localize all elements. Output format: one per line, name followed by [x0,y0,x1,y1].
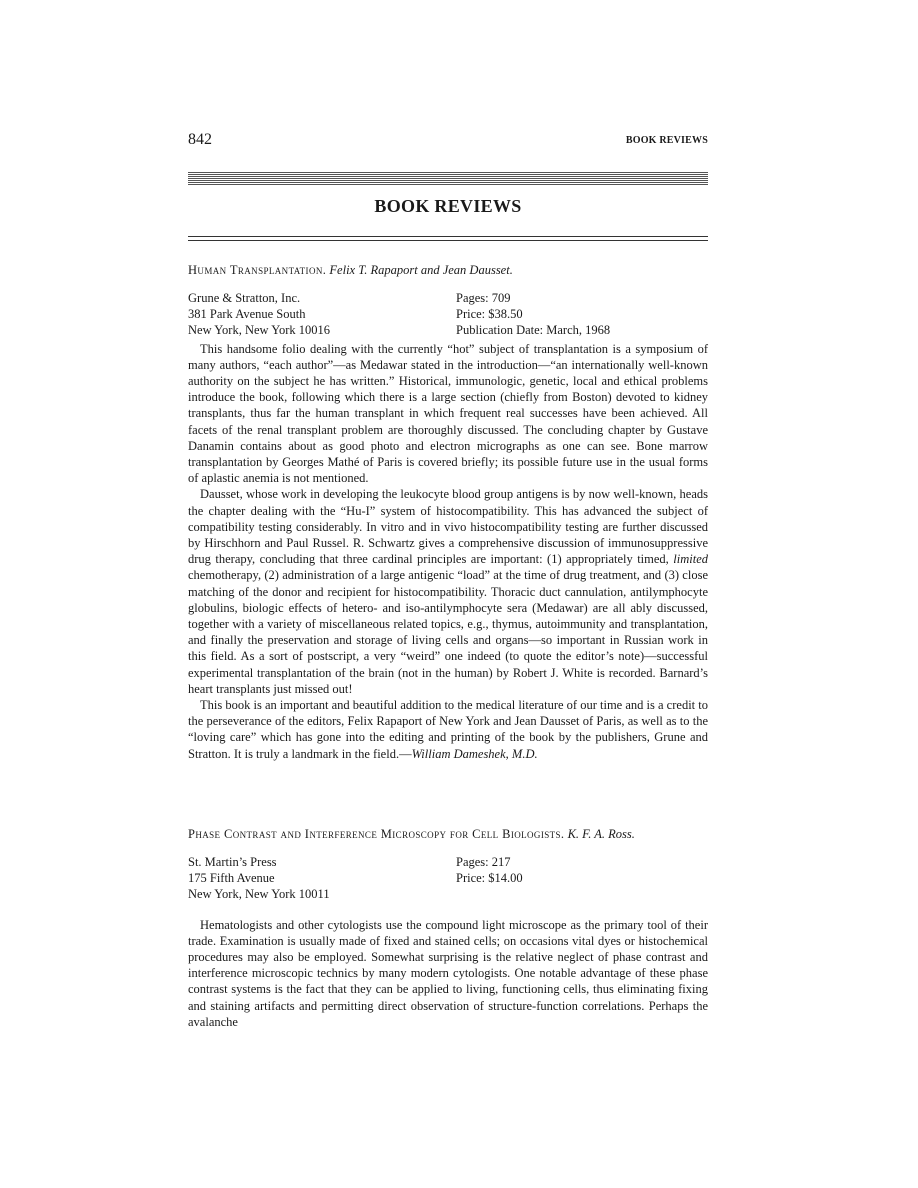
price: Price: $14.00 [456,871,523,885]
publisher-block [188,855,456,902]
page-number: 842 [188,131,212,148]
review-human-transplantation [188,262,708,762]
review-paragraph [188,697,708,762]
book-title [188,826,708,842]
running-head: BOOK REVIEWS [625,135,708,146]
book-title-text: Human Transplantation. [188,263,327,277]
publisher-block [188,291,456,338]
review-paragraph [188,486,708,697]
section-divider [188,236,708,241]
paragraph-text: chemotherapy, (2) administration of a large antigenic “load” at the time of drug treatment, and (3) close matching of the donor and recipient for histocompatibility. Thoracic duct cannulation, antilymphocyte globulins, biologic effects of hetero- and iso-antilymphocyte sera (Medawar) are all ably discussed, together with a variety of miscellaneous related topics, e.g., thymus, autoimmunity and transplantation, and finally the preservation and storage of living cells and organs—so important in Russian work in this field. As a sort of postscript, a very “weird” one indeed (to quote the editor’s note)—successful experimental transplantation of the brain (not in the human) by Robert J. White is recorded. Barnard’s heart transplants just missed out! [188,568,708,696]
top-double-rule [188,172,708,186]
book-title [188,262,708,278]
book-title-text: Phase Contrast and Interference Microscopy for Cell Biologists. [188,827,565,841]
publisher-city: New York, New York 10011 [188,886,330,901]
publication-info [188,291,708,338]
reviewer-signature: William Dameshek, M.D. [411,746,538,761]
review-phase-contrast-microscopy [188,826,708,1030]
page-count: Pages: 709 [456,291,511,306]
emphasis-text: limited [673,552,708,567]
publisher-name: Grune & Stratton, Inc. [188,291,301,306]
book-authors: Felix T. Rapaport and Jean Dausset. [329,263,513,277]
book-details-block [456,855,523,902]
book-authors: K. F. A. Ross. [567,827,635,841]
book-details-block [456,291,610,338]
paragraph-text: Dausset, whose work in developing the leukocyte blood group antigens is by now well-known, heads the chapter dealing with the “Hu-I” system of histocompatibility. This has advanced the subject of compatibility testing considerably. In vitro and in vivo histocompatibility testing are further discussed by Hirschhorn and Paul Russel. R. Schwartz gives a comprehensive discussion of immunosuppressive drug therapy, concluding that three cardinal principles are important: (1) appropriately timed, [188,487,708,567]
publisher-street: 381 Park Avenue South [188,307,306,321]
publication-date: Publication Date: March, 1968 [456,322,611,337]
publisher-city: New York, New York 10016 [188,322,331,337]
section-title: BOOK REVIEWS [374,196,522,216]
publisher-street: 175 Fifth Avenue [188,871,275,885]
publisher-name: St. Martin’s Press [188,855,277,870]
publication-info [188,855,708,902]
paragraph-text: This book is an important and beautiful addition to the medical literature of our time and is a credit to the perseverance of the editors, Felix Rapaport of New York and Jean Dausset of Paris, as well as to the “loving care” which has gone into the editing and printing of the book by the publishers, Grune and Stratton. It is truly a landmark in the field.— [188,698,708,761]
review-paragraph: This handsome folio dealing with the currently “hot” subject of transplantation is a symposium of many authors, “each author”—as Medawar stated in the introduction—“an internationally well-known authority on the subject he has written.” Historical, immunologic, genetic, local and ethical problems introduce the book, following which there is a large section (chiefly from Boston) devoted to kidney transplants, thus far the human transplant in which frequent real successes have been achieved. All facets of the renal transplant problem are thoroughly discussed. The concluding chapter by Gustave Danamin contains about as good photo and electron micrographs as one can see. Bone marrow transplantation by Georges Mathé of Paris is covered briefly; its possible future use in the usual forms of aplastic anemia is not mentioned. [188,341,708,486]
price: Price: $38.50 [456,307,523,321]
page-count: Pages: 217 [456,855,511,870]
review-paragraph: Hematologists and other cytologists use the compound light microscope as the primary tool of their trade. Examination is usually made of fixed and stained cells; on occasions vital dyes or histochemical procedures may also be employed. Somewhat surprising is the relative neglect of phase contrast and interference microscopic technics by many modern cytologists. One notable advantage of these phase contrast systems is the fact that they can be applied to living, functioning cells, thus eliminating fixing and staining artifacts and permitting direct observation of structure-function correlations. Perhaps the avalanche [188,917,708,1029]
